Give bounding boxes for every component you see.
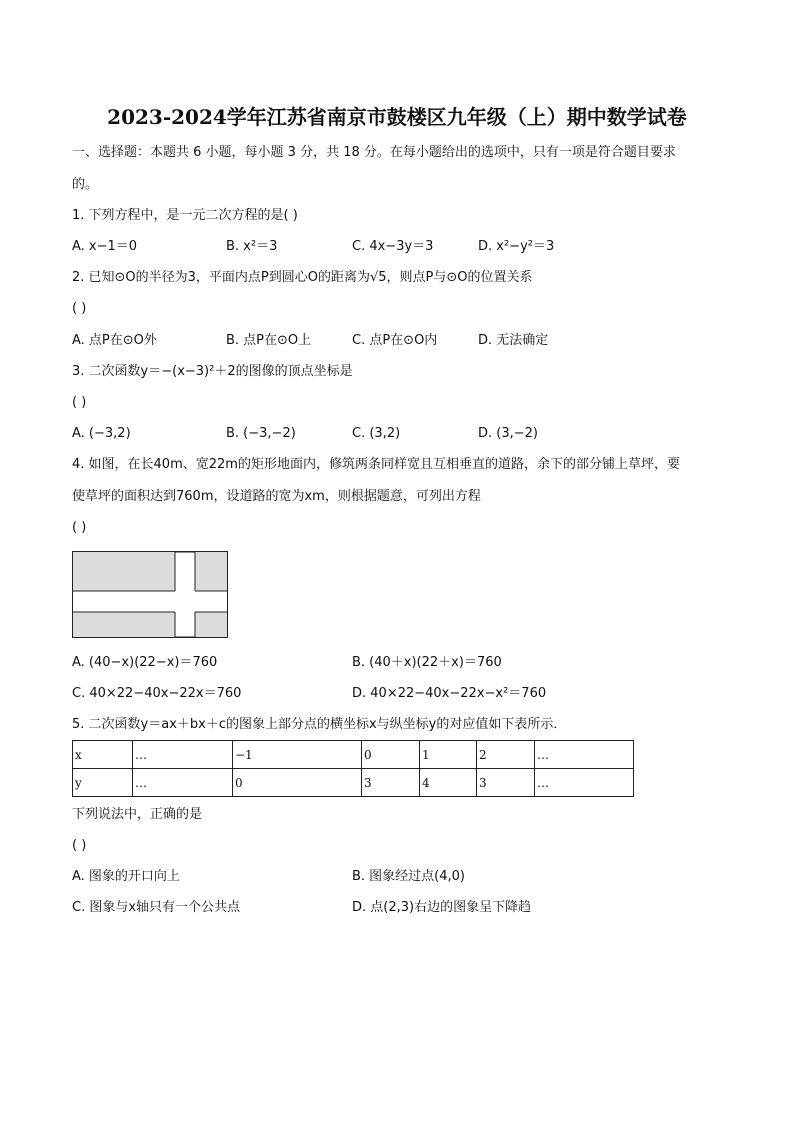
table-cell: 1 — [420, 741, 477, 769]
table-cell: … — [535, 741, 634, 769]
q2-option-d: D. 无法确定 — [478, 333, 549, 348]
q5-stem: 5. 二次函数y＝ax＋bx＋c的图象上部分点的横坐标x与纵坐标y的对应值如下表所示． — [72, 717, 567, 732]
q4-stem-line1: 4. 如图，在长40m、宽22m的矩形地面内，修筑两条同样宽且互相垂直的道路，余下的部分铺上草坪，要 — [72, 457, 680, 472]
table-cell: y — [73, 769, 133, 797]
q2-option-b: B. 点P在⊙O上 — [226, 333, 312, 348]
table-cell: … — [535, 769, 634, 797]
table-cell: 3 — [362, 769, 420, 797]
q2-stem: 2. 已知⊙O的半径为3，平面内点P到圆心O的距离为√5，则点P与⊙O的位置关系 — [72, 270, 533, 285]
q5-stem-line2: 下列说法中，正确的是 — [72, 807, 203, 822]
q2-answer-blank: ( ) — [72, 301, 87, 316]
table-row — [73, 741, 634, 769]
q5-option-d: D. 点(2,3)右边的图象呈下降趋 — [352, 900, 532, 915]
q1-option-d: D. x²−y²＝3 — [478, 239, 555, 254]
q5-option-b: B. 图象经过点(4,0) — [352, 869, 466, 884]
q3-option-c: C. (3,2) — [352, 426, 401, 441]
q4-option-d: D. 40×22−40x−22x−x²＝760 — [352, 686, 547, 701]
value-table — [72, 740, 634, 797]
section-heading-line2: 的。 — [72, 177, 99, 192]
q5-option-a: A. 图象的开口向上 — [72, 869, 180, 884]
table-cell: 0 — [362, 741, 420, 769]
section-heading-line1: 一、选择题：本题共 6 小题，每小题 3 分，共 18 分。在每小题给出的选项中，只有一项是符合题目要求 — [72, 145, 676, 160]
q4-stem-line2: 使草坪的面积达到760m，设道路的宽为xm，则根据题意，可列出方程 — [72, 489, 481, 504]
table-cell: … — [133, 741, 233, 769]
q1-option-c: C. 4x−3y＝3 — [352, 239, 434, 254]
road-crossing — [176, 591, 195, 612]
table-cell: 0 — [233, 769, 362, 797]
q3-option-d: D. (3,−2) — [478, 426, 538, 441]
q2-option-a: A. 点P在⊙O外 — [72, 333, 157, 348]
q3-option-b: B. (−3,−2) — [226, 426, 296, 441]
q1-stem: 1. 下列方程中，是一元二次方程的是( ) — [72, 208, 298, 223]
q5-answer-blank: ( ) — [72, 838, 87, 853]
table-cell: x — [73, 741, 133, 769]
table-cell: … — [133, 769, 233, 797]
q2-option-c: C. 点P在⊙O内 — [352, 333, 438, 348]
q3-stem: 3. 二次函数y＝−(x−3)²＋2的图像的顶点坐标是 — [72, 364, 353, 379]
table-row — [73, 769, 634, 797]
page-title: 2023-2024学年江苏省南京市鼓楼区九年级（上）期中数学试卷 — [107, 105, 687, 129]
q4-answer-blank: ( ) — [72, 520, 87, 535]
q1-option-b: B. x²＝3 — [226, 239, 278, 254]
q1-option-a: A. x−1＝0 — [72, 239, 138, 254]
q4-option-c: C. 40×22−40x−22x＝760 — [72, 686, 242, 701]
table-cell: 4 — [420, 769, 477, 797]
q5-option-c: C. 图象与x轴只有一个公共点 — [72, 900, 241, 915]
table-cell: 3 — [477, 769, 535, 797]
table-cell: 2 — [477, 741, 535, 769]
q3-option-a: A. (−3,2) — [72, 426, 131, 441]
q3-answer-blank: ( ) — [72, 395, 87, 410]
q4-option-b: B. (40＋x)(22＋x)＝760 — [352, 655, 502, 670]
horizontal-road — [73, 591, 227, 612]
table-cell: −1 — [233, 741, 362, 769]
q4-option-a: A. (40−x)(22−x)＝760 — [72, 655, 218, 670]
road-diagram — [72, 551, 229, 639]
